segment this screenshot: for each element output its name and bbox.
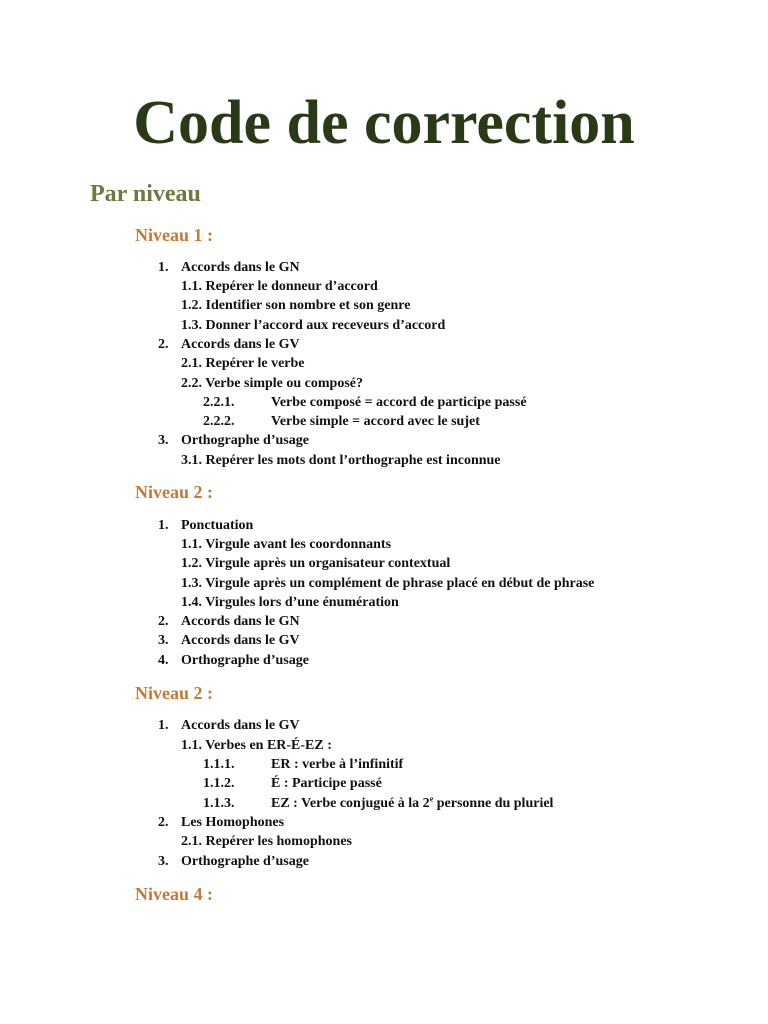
item-number: 2. <box>158 614 169 629</box>
item-number: 4. <box>158 653 169 668</box>
item-number: 2. <box>158 815 169 830</box>
item-text: É : Participe passé <box>271 776 382 791</box>
item-number: 3. <box>158 633 169 648</box>
item-number: 3. <box>158 433 169 448</box>
item-number: 2. <box>158 337 169 352</box>
item-text: 1.1. Verbes en ER-É-EZ : <box>181 738 332 753</box>
item-text <box>271 796 553 813</box>
item-number: 1.1.2. <box>203 776 235 791</box>
item-text-part: EZ : Verbe conjugué à la 2 <box>271 796 430 811</box>
item-number: 2.2.2. <box>203 414 235 429</box>
superscript: e <box>429 794 434 804</box>
item-text-part: personne du pluriel <box>433 796 554 811</box>
item-text: Les Homophones <box>181 815 285 830</box>
item-number: 1.1.3. <box>203 796 235 811</box>
item-text: 1.1. Repérer le donneur d’accord <box>181 279 378 294</box>
item-number: 1. <box>158 518 169 533</box>
item-number: 2.2.1. <box>203 395 235 410</box>
level-heading: Niveau 4 : <box>135 884 213 904</box>
item-text: 2.2. Verbe simple ou composé? <box>181 376 363 391</box>
item-text: Verbe composé = accord de participe passé <box>271 395 527 410</box>
item-text: Accords dans le GV <box>181 633 300 648</box>
item-text: ER : verbe à l’infinitif <box>271 757 404 772</box>
item-text: 1.2. Virgule après un organisateur contextual <box>181 556 451 571</box>
item-text: Accords dans le GN <box>181 614 300 629</box>
item-text: 1.3. Donner l’accord aux receveurs d’accord <box>181 318 446 333</box>
item-text: Verbe simple = accord avec le sujet <box>271 414 480 429</box>
item-text: 3.1. Repérer les mots dont l’orthographe est inconnue <box>181 453 501 468</box>
item-number: 1.1.1. <box>203 757 235 772</box>
item-number: 1. <box>158 260 169 275</box>
item-text: 2.1. Repérer le verbe <box>181 356 305 371</box>
item-text: Orthographe d’usage <box>181 433 309 448</box>
level-heading: Niveau 2 : <box>135 482 213 502</box>
item-text: Orthographe d’usage <box>181 854 309 869</box>
item-text: Accords dans le GN <box>181 260 300 275</box>
item-text: 1.3. Virgule après un complément de phrase placé en début de phrase <box>181 576 595 591</box>
page-title: Code de correction <box>133 89 635 157</box>
item-number: 1. <box>158 718 169 733</box>
item-text: Accords dans le GV <box>181 337 300 352</box>
item-number: 3. <box>158 854 169 869</box>
level-heading: Niveau 2 : <box>135 683 213 703</box>
level-heading: Niveau 1 : <box>135 225 213 245</box>
item-text: Orthographe d’usage <box>181 653 309 668</box>
section-subtitle: Par niveau <box>90 181 201 207</box>
item-text: 1.2. Identifier son nombre et son genre <box>181 298 411 313</box>
item-text: 1.1. Virgule avant les coordonnants <box>181 537 392 552</box>
item-text: 1.4. Virgules lors d’une énumération <box>181 595 399 610</box>
item-text: 2.1. Repérer les homophones <box>181 834 352 849</box>
item-text: Ponctuation <box>181 518 254 533</box>
item-text: Accords dans le GV <box>181 718 300 733</box>
